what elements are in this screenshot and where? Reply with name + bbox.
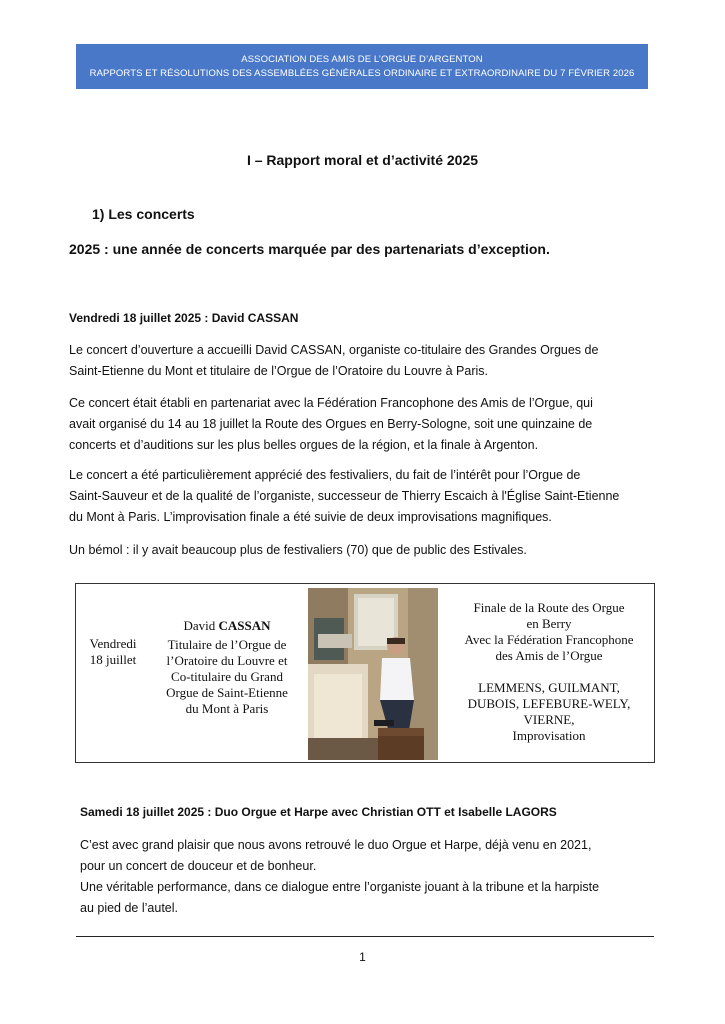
text-line: concerts et d’auditions sur les plus belles orgues de la région, et la finale à Argenton. [69, 438, 539, 452]
text-line: C’est avec grand plaisir que nous avons retrouvé le duo Orgue et Harpe, déjà venu en 2021, [80, 838, 592, 852]
section-subtitle: 2025 : une année de concerts marquée par des partenariats d’exception. [69, 241, 550, 257]
concert-date [80, 636, 146, 668]
composers-line: LEMMENS, GUILMANT, [478, 680, 620, 695]
concert-info-box [75, 583, 655, 763]
artist-name [148, 618, 306, 634]
program-line: Avec la Fédération Francophone [464, 632, 634, 647]
header-banner [76, 44, 648, 89]
footer-divider [76, 936, 654, 937]
program-line: des Amis de l’Orgue [495, 648, 603, 663]
event-heading-duo: Samedi 18 juillet 2025 : Duo Orgue et Harpe avec Christian OTT et Isabelle LAGORS [80, 805, 557, 819]
paragraph [69, 465, 619, 528]
text-line: Le concert d’ouverture a accueilli David CASSAN, organiste co-titulaire des Grandes Orgues de [69, 343, 599, 357]
text-line: au pied de l’autel. [80, 901, 178, 915]
composers-line: VIERNE, [523, 712, 575, 727]
paragraph [80, 835, 599, 919]
artist-last-name: CASSAN [218, 618, 271, 633]
artist-desc-line: du Mont à Paris [185, 701, 269, 716]
concert-program [446, 600, 652, 744]
text-line: avait organisé du 14 au 18 juillet la Route des Orgues en Berry-Sologne, soit une quinzaine de [69, 417, 593, 431]
header-association-name: ASSOCIATION DES AMIS DE L’ORGUE D’ARGENTON [241, 54, 483, 65]
event-heading-cassan: Vendredi 18 juillet 2025 : David CASSAN [69, 311, 299, 325]
composers-line: Improvisation [512, 728, 586, 743]
text-line: pour un concert de douceur et de bonheur. [80, 859, 317, 873]
date-line: Vendredi [89, 636, 137, 651]
section-heading: 1) Les concerts [92, 206, 195, 222]
program-line: Finale de la Route des Orgue [473, 600, 625, 615]
page-number: 1 [359, 950, 366, 964]
organist-photo [308, 588, 438, 760]
organist-photo-illustration [308, 588, 438, 760]
text-line: Ce concert était établi en partenariat avec la Fédération Francophone des Amis de l’Orgue, qui [69, 396, 593, 410]
text-line: Le concert a été particulièrement apprécié des festivaliers, du fait de l’intérêt pour l’Orgue de [69, 468, 581, 482]
document-title: I – Rapport moral et d’activité 2025 [246, 152, 479, 168]
text-line: Un bémol : il y avait beaucoup plus de festivaliers (70) que de public des Estivales. [69, 543, 527, 557]
text-line: Une véritable performance, dans ce dialogue entre l’organiste jouant à la tribune et la harpiste [80, 880, 600, 894]
text-line: Saint-Sauveur et de la qualité de l’organiste, successeur de Thierry Escaich à l'Église Saint-Etienne [69, 489, 620, 503]
text-line: Saint-Etienne du Mont et titulaire de l’Orgue de l’Oratoire du Louvre à Paris. [69, 364, 488, 378]
artist-desc-line: l’Oratoire du Louvre et [166, 653, 288, 668]
paragraph [69, 393, 593, 456]
date-line: 18 juillet [89, 652, 137, 667]
paragraph [69, 340, 598, 382]
artist-desc-line: Orgue de Saint-Etienne [166, 685, 288, 700]
artist-desc-line: Titulaire de l’Orgue de [167, 637, 287, 652]
composers-line: DUBOIS, LEFEBURE-WELY, [467, 696, 631, 711]
artist-desc-line: Co-titulaire du Grand [171, 669, 283, 684]
artist-first-name: David [183, 618, 219, 633]
artist-info [148, 618, 306, 717]
program-line: en Berry [526, 616, 572, 631]
paragraph [69, 540, 527, 561]
text-line: du Mont à Paris. L’improvisation finale a été suivie de deux improvisations magnifiques. [69, 510, 552, 524]
header-report-title: RAPPORTS ET RÉSOLUTIONS DES ASSEMBLÉES GÉNÉRALES ORDINAIRE ET EXTRAORDINAIRE DU 7 FÉVRIER 2026 [89, 68, 635, 79]
